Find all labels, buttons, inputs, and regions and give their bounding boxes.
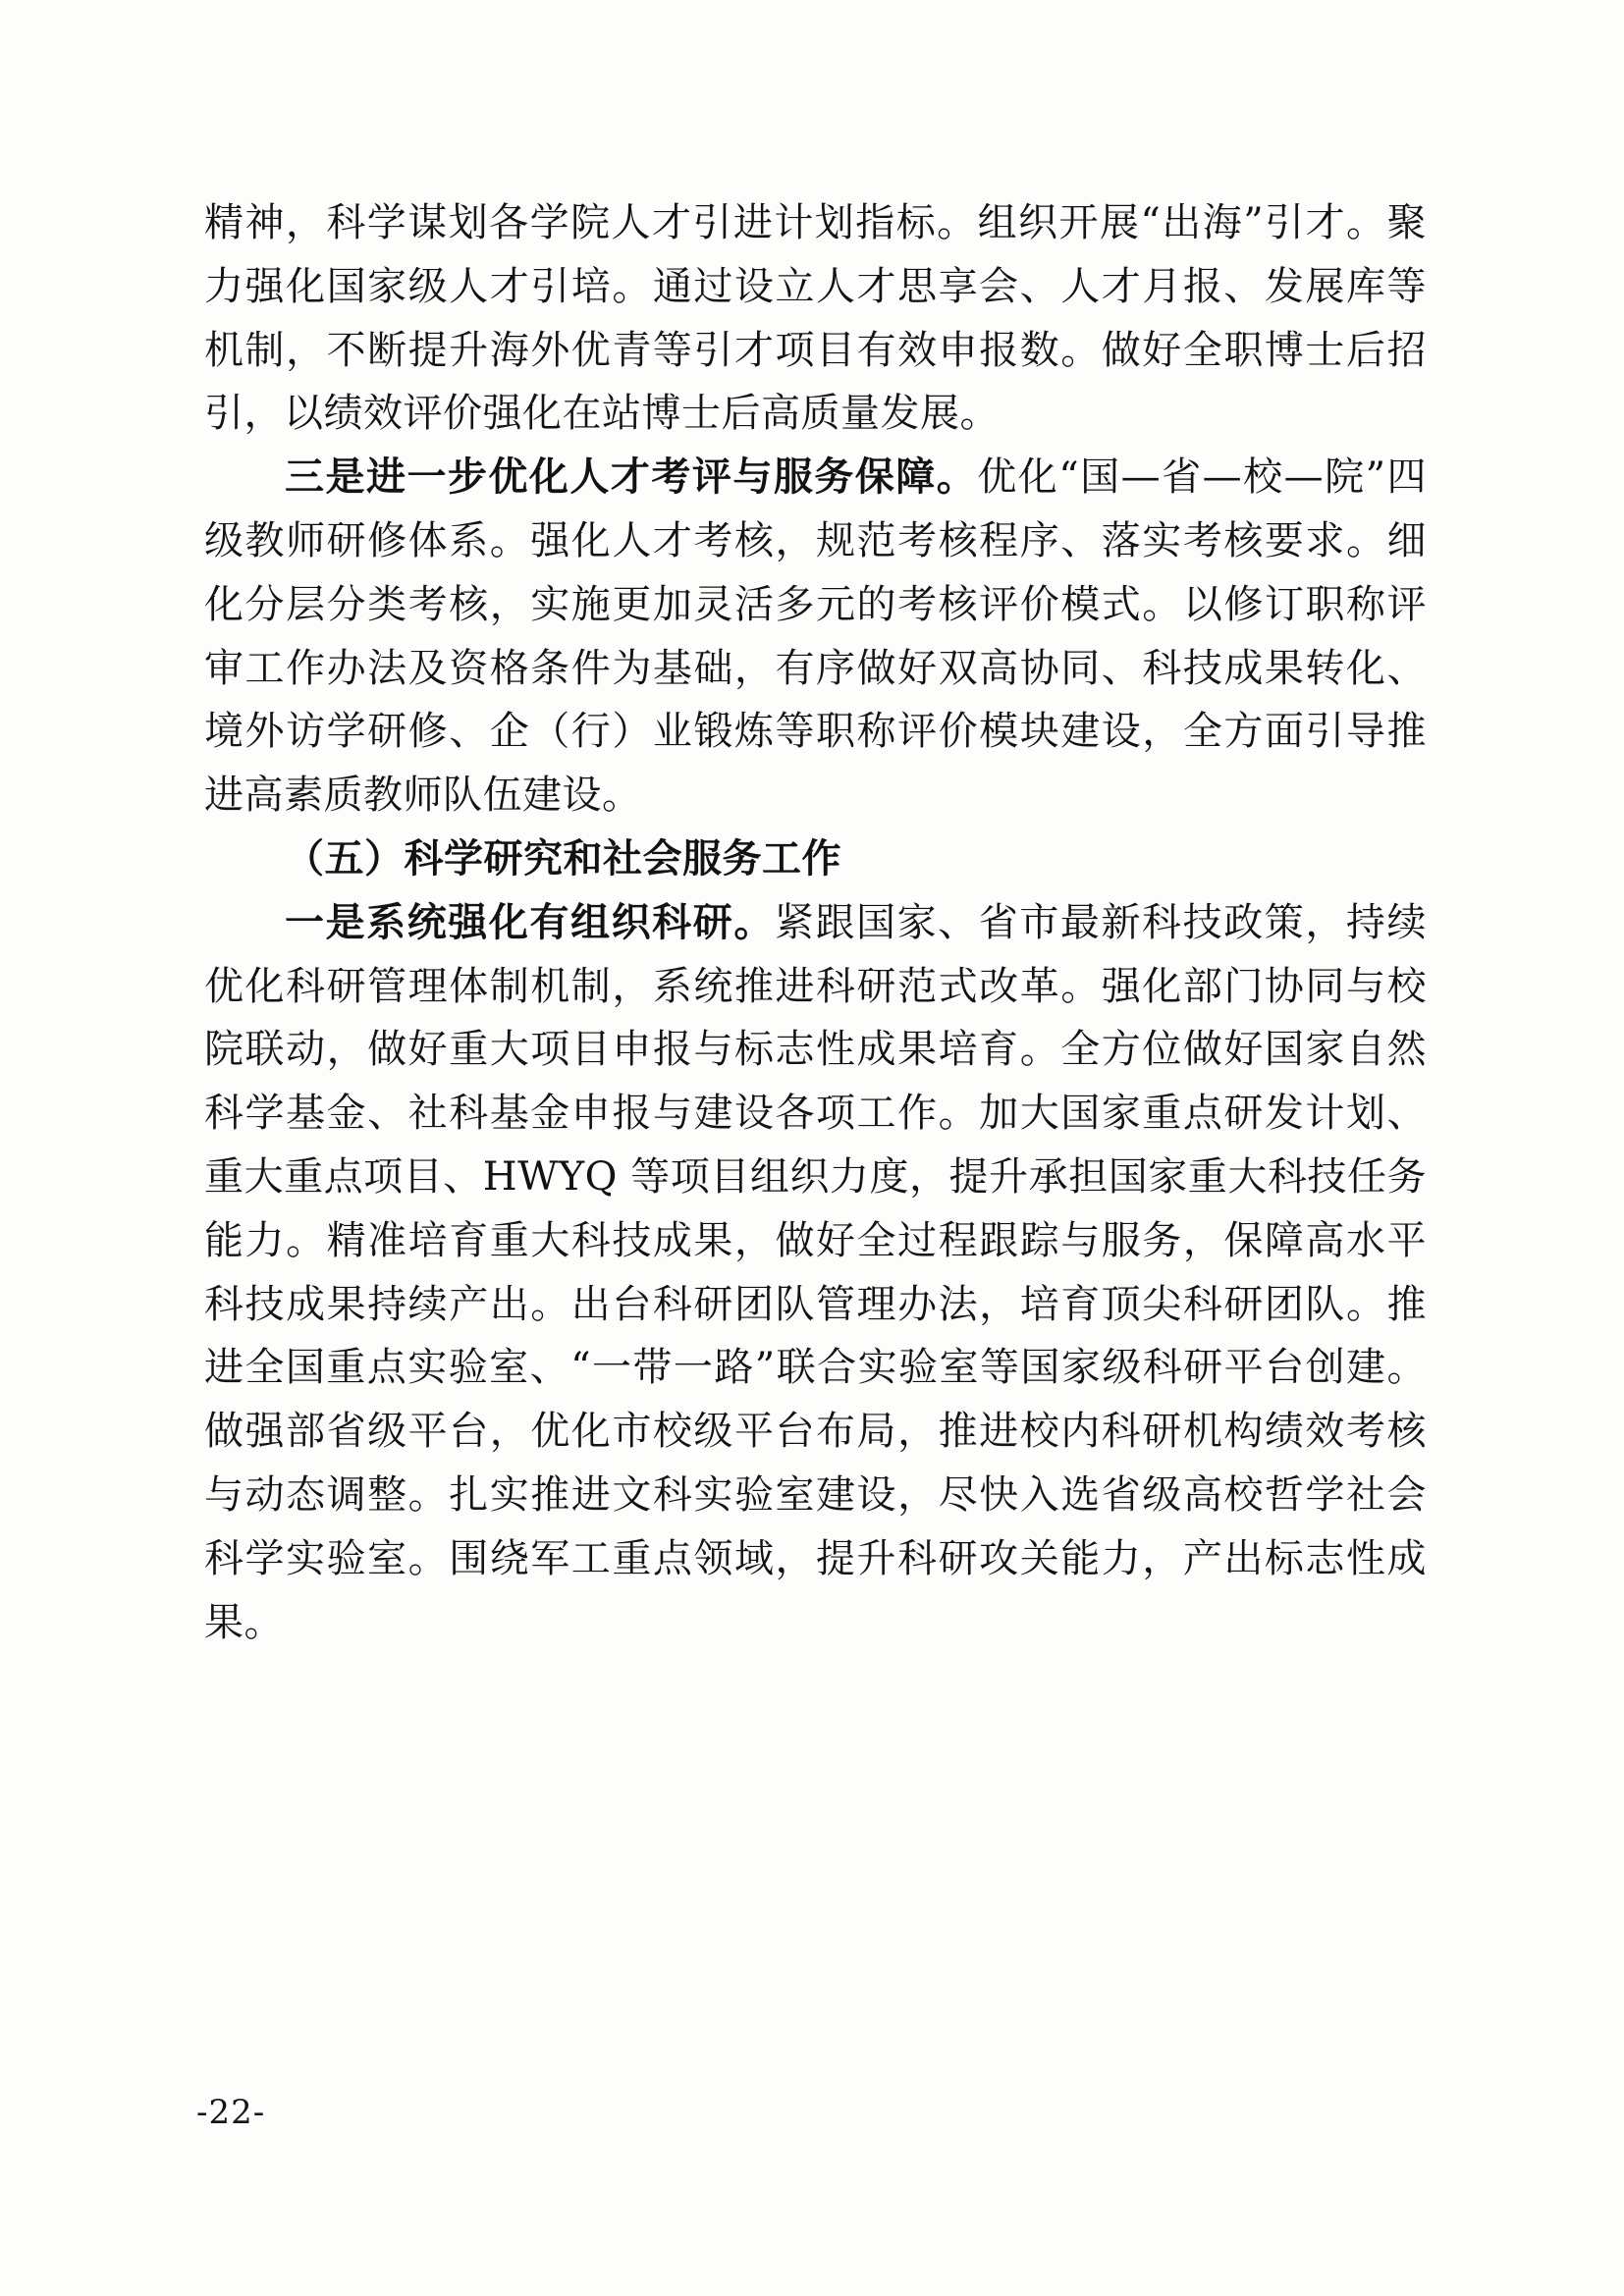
paragraph-talent-intro bbox=[204, 191, 1427, 446]
paragraph-lead: 三是进一步优化人才考评与服务保障。 bbox=[285, 454, 978, 501]
section-heading-text: （五）科学研究和社会服务工作 bbox=[285, 834, 841, 881]
paragraph-text: 精神，科学谋划各学院人才引进计划指标。组织开展“出海”引才。聚力强化国家级人才引培。通过设立人才思享会、人才月报、发展库等机制，不断提升海外优青等引才项目有效申报数。做好全职博士后招引，以绩效评价强化在站博士后高质量发展。 bbox=[204, 200, 1427, 437]
paragraph-talent-evaluation bbox=[204, 446, 1427, 828]
page-body bbox=[204, 191, 1427, 1654]
paragraph-lead: 一是系统强化有组织科研。 bbox=[285, 898, 775, 945]
paragraph-text: 紧跟国家、省市最新科技政策，持续优化科研管理体制机制，系统推进科研范式改革。强化部门协同与校院联动，做好重大项目申报与标志性成果培育。全方位做好国家自然科学基金、社科基金申报与建设各项工作。加大国家重点研发计划、重大重点项目、HWYQ 等项目组织力度，提升承担国家重大科技任务能力。精准培育重大科技成果，做好全过程跟踪与服务，保障高水平科技成果持续产出。出台科研团队管理办法，培育顶尖科研团队。推进全国重点实验室、“一带一路”联合实验室等国家级科研平台创建。做强部省级平台，优化市校级平台布局，推进校内科研机构绩效考核与动态调整。扎实推进文科实验室建设，尽快入选省级高校哲学社会科学实验室。围绕军工重点领域，提升科研攻关能力，产出标志性成果。 bbox=[204, 899, 1428, 1645]
paragraph-text: 优化“国—省—校—院”四级教师研修体系。强化人才考核，规范考核程序、落实考核要求。细化分层分类考核，实施更加灵活多元的考核评价模式。以修订职称评审工作办法及资格条件为基础，有序做好双高协同、科技成果转化、境外访学研修、企（行）业锻炼等职称评价模块建设，全方面引导推进高素质教师队伍建设。 bbox=[204, 454, 1428, 819]
section-heading-five bbox=[204, 828, 1427, 891]
paragraph-organized-research bbox=[204, 891, 1427, 1655]
page-number: -22- bbox=[196, 2093, 266, 2132]
